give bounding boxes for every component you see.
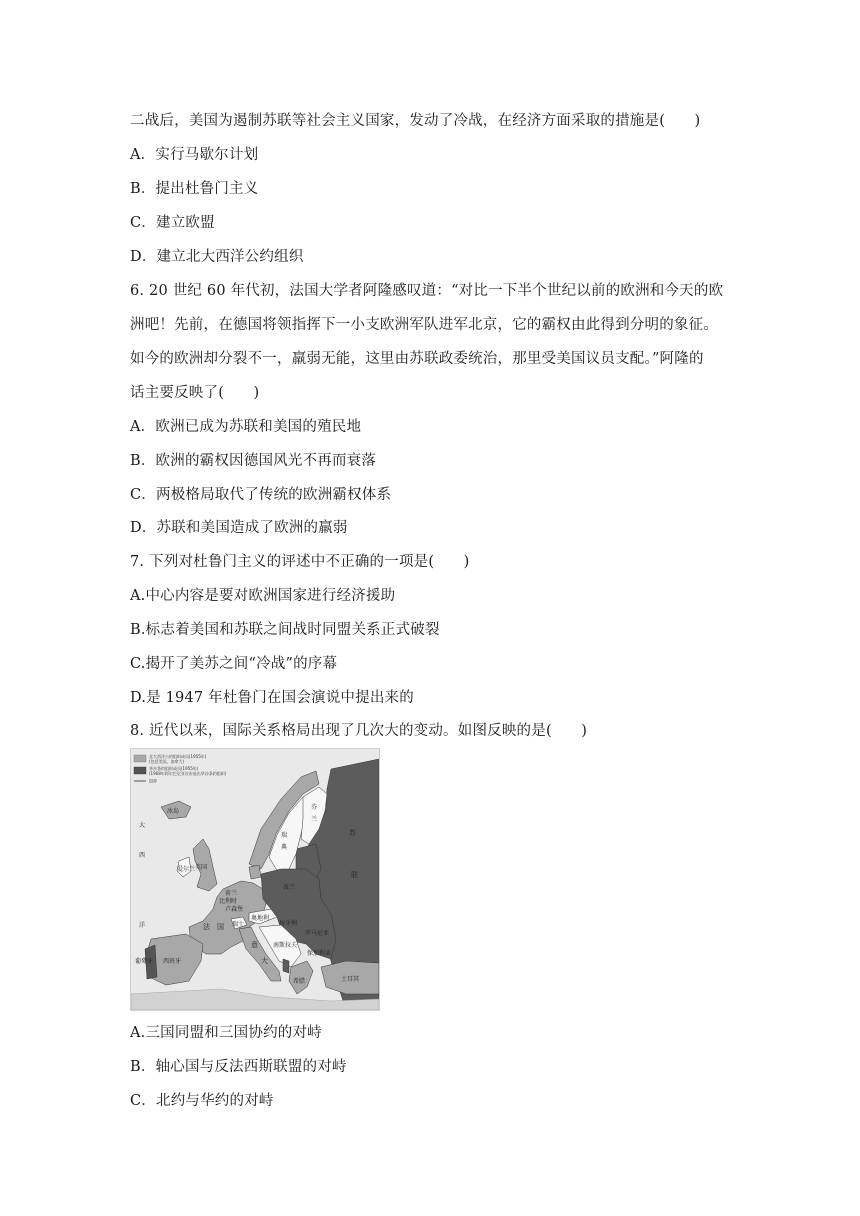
- label-iceland: 冰岛: [167, 808, 180, 815]
- q5-option-a: A．实行马歇尔计划: [130, 147, 259, 163]
- label-spain: 西班牙: [163, 958, 182, 965]
- q8-option-c: C．北约与华约的对峙: [130, 1093, 274, 1109]
- label-fa: 法: [203, 923, 210, 931]
- label-romania: 罗马尼亚: [305, 930, 330, 937]
- q7-option-c: C.揭开了美苏之间“冷战”的序幕: [130, 656, 338, 672]
- label-yugoslavia: 南斯拉夫: [273, 942, 298, 949]
- q5-option-c: C．建立欧盟: [130, 215, 215, 231]
- q6-option-a: A．欧洲已成为苏联和美国的殖民地: [130, 419, 362, 435]
- label-rui: 瑞: [281, 832, 288, 839]
- label-da: 大: [139, 822, 146, 829]
- label-su: 苏: [349, 829, 356, 837]
- label-switzerland: 瑞士: [232, 921, 245, 928]
- q8-option-b: B．轴心国与反法西斯联盟的对峙: [130, 1059, 347, 1075]
- q6-stem-line-4: 话主要反映了( ): [130, 385, 260, 401]
- q6-stem-line-3: 如今的欧洲却分裂不一，羸弱无能，这里由苏联政委统治，那里受美国议员支配。”阿隆的: [130, 351, 704, 367]
- label-fen: 芬: [311, 804, 318, 811]
- q6-option-c: C．两极格局取代了传统的欧洲霸权体系: [130, 487, 392, 503]
- legend-nato-note: (包括美国、加拿大): [149, 759, 185, 764]
- label-belgium: 比利时: [219, 898, 238, 905]
- q7-option-b: B.标志着美国和苏联之间战时同盟关系正式破裂: [130, 622, 440, 638]
- q6-stem-line-2: 洲吧！先前，在德国将领指挥下一小支欧洲军队进军北京，它的霸权由此得到分明的象征。: [130, 317, 718, 333]
- q7-stem: 7. 下列对杜鲁门主义的评述中不正确的一项是( ): [130, 554, 470, 570]
- q5-option-d: D．建立北大西洋公约组织: [130, 249, 304, 265]
- label-lian: 联: [351, 871, 358, 879]
- q8-option-a: A.三国同盟和三国协约的对峙: [130, 1025, 322, 1041]
- label-dian: 典: [281, 844, 288, 851]
- label-yi: 意: [251, 941, 258, 949]
- label-poland: 波兰: [283, 884, 296, 891]
- label-britain: 英国: [195, 864, 208, 871]
- legend-warsaw-label: 华沙条约组织成员(1955年): [149, 766, 199, 771]
- label-greece: 希腊: [293, 978, 306, 985]
- q7-option-a: A.中心内容是要对欧洲国家进行经济援助: [130, 588, 396, 604]
- q5-stem: 二战后，美国为遏制苏联等社会主义国家，发动了冷战，在经济方面采取的措施是( ): [130, 113, 701, 129]
- q8-stem: 8. 近代以来，国际关系格局出现了几次大的变动。如图反映的是( ): [130, 723, 588, 739]
- q5-option-b: B．提出杜鲁门主义: [130, 181, 259, 197]
- label-turkey: 土耳其: [341, 976, 360, 983]
- q7-option-d: D.是 1947 年杜鲁门在国会演说中提出来的: [130, 690, 414, 706]
- label-netherlands: 荷兰: [225, 890, 238, 897]
- label-hungary: 匈牙利: [279, 920, 298, 927]
- label-dali: 大: [261, 957, 268, 965]
- label-austria: 奥地利: [251, 915, 270, 922]
- legend-warsaw-note: (1968年阿尔巴尼亚宣布退出华沙条约组织): [149, 771, 227, 776]
- label-ireland: 爱尔兰: [177, 866, 196, 873]
- legend-nato-label: 北大西洋公约组织成员(1955年): [149, 754, 207, 759]
- legend-border-label: 国界: [149, 778, 157, 784]
- label-lan: 兰: [311, 816, 318, 823]
- label-guo: 国: [217, 923, 224, 931]
- europe-cold-war-map: [130, 748, 380, 1011]
- label-bulgaria: 保加利亚: [307, 950, 332, 957]
- label-portugal: 葡萄牙: [135, 958, 154, 965]
- q6-option-d: D．苏联和美国造成了欧洲的羸弱: [130, 520, 348, 536]
- label-luxembourg: 卢森堡: [225, 906, 244, 913]
- q6-option-b: B．欧洲的霸权因德国风光不再而衰落: [130, 453, 377, 469]
- q6-stem-line-1: 6. 20 世纪 60 年代初，法国大学者阿隆感叹道：“对比一下半个世纪以前的欧洲和今天的欧: [130, 283, 724, 299]
- label-yang: 洋: [139, 922, 146, 929]
- label-xi: 西: [139, 852, 146, 859]
